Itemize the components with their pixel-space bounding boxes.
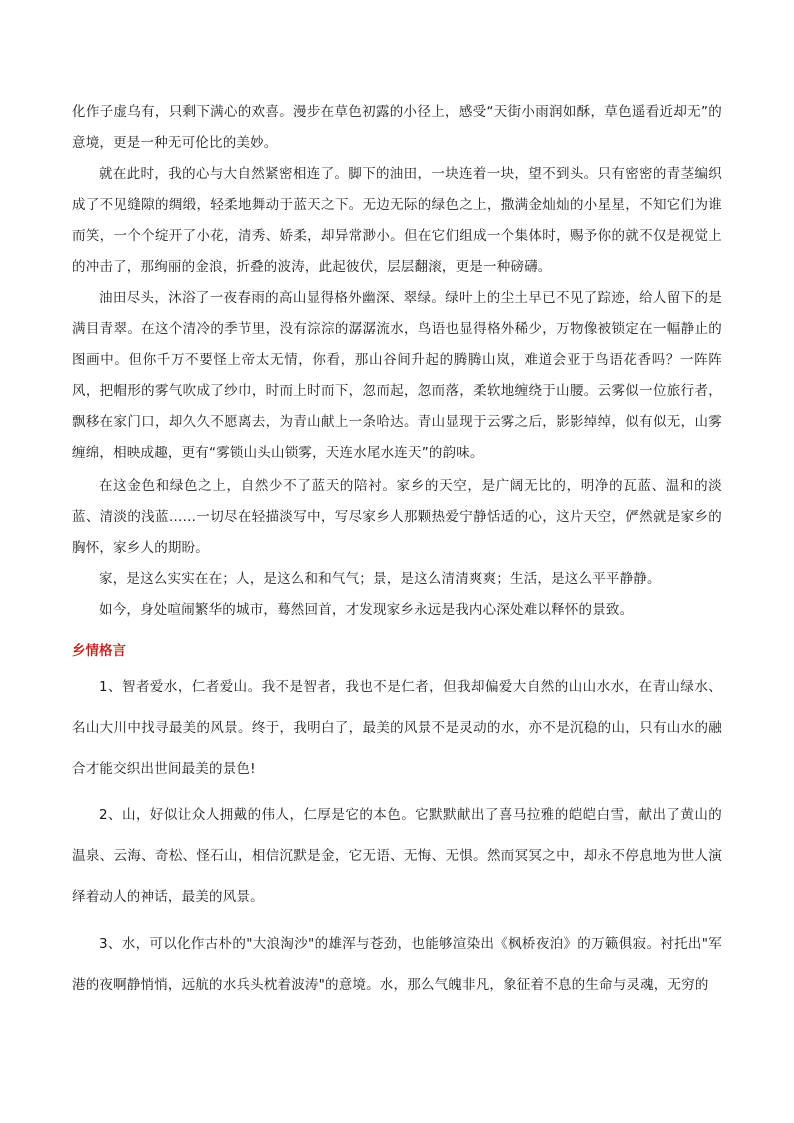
paragraph: 就在此时，我的心与大自然紧密相连了。脚下的油田，一块连着一块，望不到头。只有密密的青茎编织成了不见缝隙的绸缎，轻柔地舞动于蓝天之下。无边无际的绿色之上，撒满金灿灿的小星星，不知它们为谁而笑，一个个绽开了小花，清秀、娇柔，却异常渺小。但在它们组成一个集体时，赐予你的就不仅是视觉上的冲击了，那绚丽的金浪，折叠的波涛，此起彼伏，层层翻滚，更是一种磅礴。 bbox=[72, 166, 722, 275]
quote-paragraph: 3、水，可以化作古朴的"大浪淘沙"的雄浑与苍劲，也能够渲染出《枫桥夜泊》的万籁俱寂。衬托出"军港的夜啊静悄悄，远航的水兵头枕着波涛"的意境。水，那么气魄非凡，象征着不息的生命与灵魂，无穷的 bbox=[72, 936, 722, 993]
quote-paragraph: 1、智者爱水，仁者爱山。我不是智者，我也不是仁者，但我却偏爱大自然的山山水水，在青山绿水、名山大川中找寻最美的风景。终于，我明白了，最美的风景不是灵动的水，亦不是沉稳的山，只有山水的融合才能交织出世间最美的景色! bbox=[72, 679, 722, 777]
paragraph: 家，是这么实实在在；人，是这么和和气气；景，是这么清清爽爽；生活，是这么平平静静。 bbox=[99, 571, 661, 587]
paragraph: 油田尽头，沐浴了一夜春雨的高山显得格外幽深、翠绿。绿叶上的尘土早已不见了踪迹，给人留下的是满目青翠。在这个清冷的季节里，没有淙淙的潺潺流水，鸟语也显得格外稀少，万物像被锁定在一幅静止的图画中。但你千万不要怪上帝太无情，你看，那山谷间升起的腾腾山岚，难道会亚于鸟语花香吗？一阵阵风，把帽形的雾气吹成了纱巾，时而上时而下，忽而起，忽而落，柔软地缠绕于山腰。云雾似一位旅行者，飘移在家门口，却久久不愿离去，为青山献上一条哈达。青山显现于云雾之后，影影绰绰，似有似无，山雾缠绵，相映成趣，更有“雾锁山头山锁雾，天连水尾水连天”的韵味。 bbox=[72, 290, 722, 461]
quote-paragraph: 2、山，好似让众人拥戴的伟人，仁厚是它的本色。它默默献出了喜马拉雅的皑皑白雪，献出了黄山的温泉、云海、奇松、怪石山，相信沉默是金，它无语、无悔、无惧。然而冥冥之中，却永不停息地为世人演绎着动人的神话，最美的风景。 bbox=[72, 807, 722, 905]
paragraph: 化作子虚乌有，只剩下满心的欢喜。漫步在草色初露的小径上，感受“天街小雨润如酥，草色遥看近却无”的意境，更是一种无可伦比的美妙。 bbox=[72, 104, 722, 151]
paragraph: 在这金色和绿色之上，自然少不了蓝天的陪衬。家乡的天空，是广阔无比的，明净的瓦蓝、温和的淡蓝、清淡的浅蓝……一切尽在轻描淡写中，写尽家乡人那颗热爱宁静恬适的心，这片天空，俨然就是家乡的胸怀，家乡人的期盼。 bbox=[72, 478, 722, 556]
section-heading: 乡情格言 bbox=[72, 643, 126, 659]
paragraph: 如今，身处喧闹繁华的城市，蓦然回首，才发现家乡永远是我内心深处难以释怀的景致。 bbox=[99, 602, 634, 618]
